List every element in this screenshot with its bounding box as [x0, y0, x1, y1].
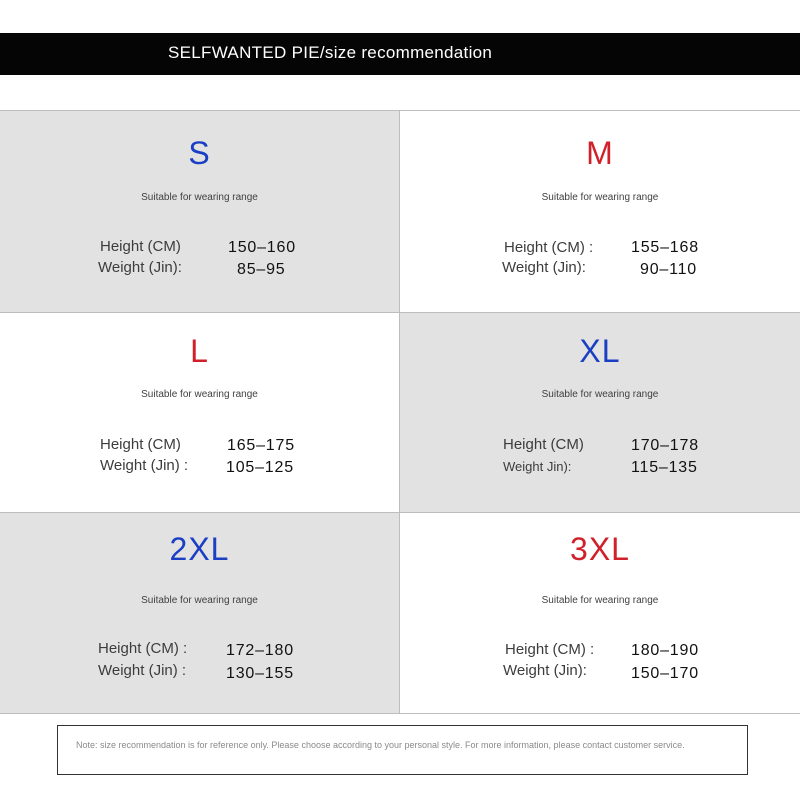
column-divider	[399, 111, 400, 713]
size-card-3xl	[400, 513, 800, 713]
range-label: Suitable for wearing range	[541, 389, 659, 400]
size-card-2xl	[0, 513, 399, 713]
height-label: Height (CM)	[100, 436, 181, 453]
height-value: 180–190	[631, 642, 699, 659]
height-label: Height (CM) :	[505, 641, 595, 658]
size-label: XL	[579, 333, 621, 369]
weight-value: 130–155	[226, 665, 294, 682]
weight-label: Weight (Jin):	[503, 662, 587, 679]
size-grid	[0, 110, 800, 714]
weight-label: Weight (Jin) :	[100, 457, 189, 474]
height-value: 155–168	[631, 239, 699, 256]
range-label: Suitable for wearing range	[141, 192, 258, 203]
weight-value: 150–170	[631, 665, 699, 682]
size-label: 2XL	[169, 531, 230, 567]
height-label: Height (CM) :	[98, 640, 188, 657]
range-label: Suitable for wearing range	[141, 595, 258, 606]
height-label: Height (CM)	[503, 436, 584, 453]
range-label: Suitable for wearing range	[141, 389, 258, 400]
note-text: Note: size recommendation is for reference only. Please choose according to your personal style. For more information, please contact customer service.	[76, 740, 685, 750]
height-label: Height (CM) :	[504, 239, 594, 256]
size-label: M	[586, 135, 614, 171]
weight-label: Weight (Jin) :	[98, 662, 187, 679]
height-value: 150–160	[228, 239, 296, 256]
size-card-l	[0, 313, 399, 512]
note-box	[57, 725, 748, 775]
range-label: Suitable for wearing range	[541, 595, 659, 606]
size-card-s	[0, 111, 399, 312]
height-value: 165–175	[227, 437, 295, 454]
range-label: Suitable for wearing range	[541, 192, 659, 203]
banner-title: SELFWANTED PIE/size recommendation	[168, 43, 493, 62]
weight-value: 85–95	[237, 261, 286, 278]
weight-label: Weight (Jin):	[98, 259, 182, 276]
weight-label: Weight (Jin):	[502, 259, 586, 276]
weight-label: Weight Jin):	[503, 459, 572, 474]
weight-value: 90–110	[640, 261, 698, 278]
height-value: 170–178	[631, 437, 699, 454]
size-label: 3XL	[570, 531, 630, 567]
size-card-xl	[400, 313, 800, 512]
title-banner	[0, 33, 800, 75]
size-label: S	[188, 135, 211, 171]
weight-value: 115–135	[631, 459, 698, 476]
size-label: L	[190, 333, 209, 369]
height-value: 172–180	[226, 642, 294, 659]
height-label: Height (CM)	[100, 238, 181, 255]
size-card-m	[400, 111, 800, 312]
weight-value: 105–125	[226, 459, 294, 476]
